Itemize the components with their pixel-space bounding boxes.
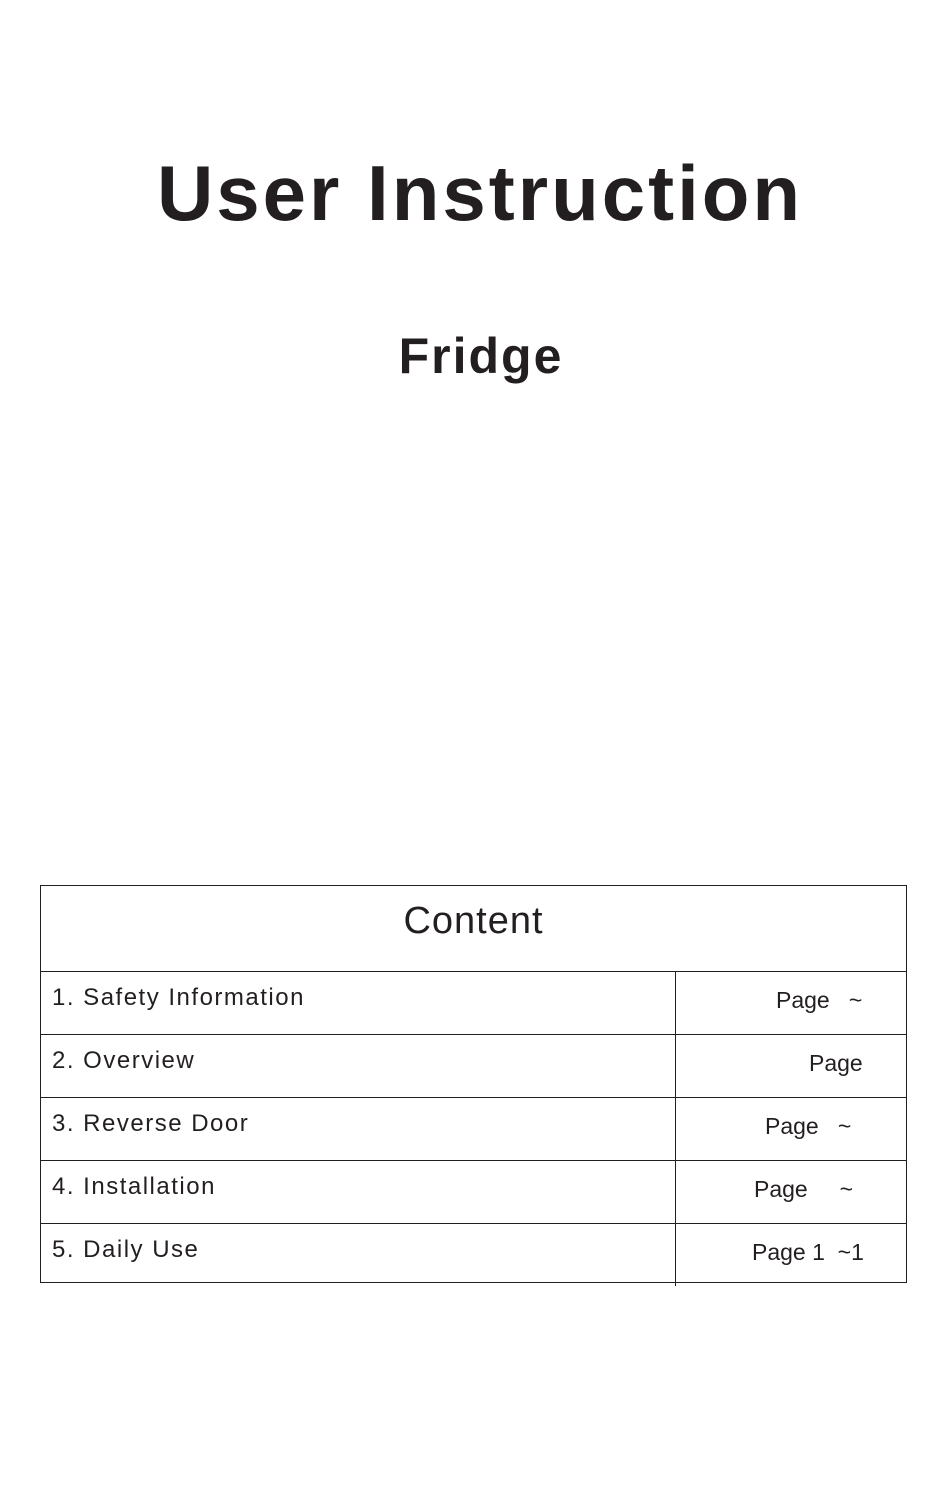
contents-item-label: 5. Daily Use (41, 1224, 676, 1286)
document-subtitle: Fridge (398, 328, 564, 384)
contents-row-overview (41, 1035, 906, 1098)
contents-page-cell (676, 1098, 906, 1160)
contents-page-ref: Page 1 ~1 (752, 1239, 864, 1265)
contents-page-cell (676, 972, 906, 1034)
contents-page-ref: Page (809, 1050, 863, 1076)
contents-item-label: 4. Installation (41, 1161, 676, 1223)
contents-item-label: 2. Overview (41, 1035, 676, 1097)
contents-page-cell (676, 1035, 906, 1097)
contents-row-daily-use (41, 1224, 906, 1286)
contents-row-installation (41, 1161, 906, 1224)
contents-page-ref: Page ~ (776, 987, 863, 1013)
contents-page-cell (676, 1224, 906, 1286)
contents-row-safety (41, 972, 906, 1035)
contents-item-label: 1. Safety Information (41, 972, 676, 1034)
contents-page-ref: Page ~ (754, 1176, 854, 1202)
contents-item-label: 3. Reverse Door (41, 1098, 676, 1160)
contents-table (40, 885, 907, 1283)
contents-page-cell (676, 1161, 906, 1223)
contents-row-reverse-door (41, 1098, 906, 1161)
contents-page-ref: Page ~ (765, 1113, 852, 1139)
document-title: User Instruction (156, 149, 804, 237)
contents-heading: Content (41, 886, 906, 972)
